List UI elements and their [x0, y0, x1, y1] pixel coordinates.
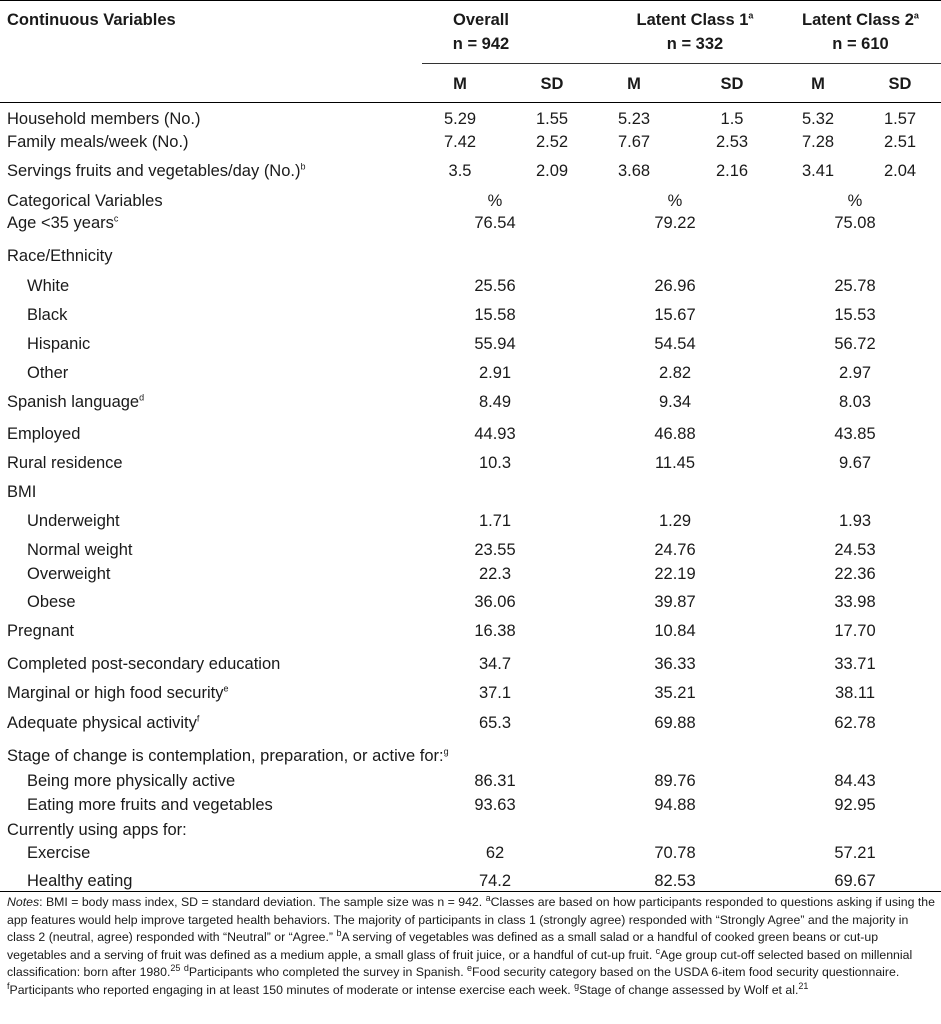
overall-percent: 36.06 — [474, 593, 516, 611]
class1-percent: 15.67 — [654, 306, 696, 324]
class1-percent: 89.76 — [654, 772, 696, 790]
overall-percent: 44.93 — [474, 425, 516, 443]
class2-percent: 8.03 — [838, 393, 872, 411]
categorical-variables-heading: Categorical Variables — [7, 192, 163, 210]
latent-class-2-n: n = 610 — [832, 35, 889, 53]
class1-percent: 26.96 — [654, 277, 696, 295]
overall-m-header: M — [453, 75, 467, 93]
class1-percent: 39.87 — [654, 593, 696, 611]
header-divider — [422, 63, 941, 64]
class2-percent: 38.11 — [834, 684, 876, 702]
row-label: Employed — [7, 425, 81, 443]
class1-percent: 70.78 — [654, 844, 696, 862]
class2-percent: 56.72 — [834, 335, 876, 353]
class2-sd: 2.51 — [883, 133, 917, 151]
class1-percent-header: % — [667, 192, 683, 210]
overall-percent: 23.55 — [474, 541, 516, 559]
overall-percent: 76.54 — [474, 214, 516, 232]
top-rule — [0, 0, 941, 1]
row-label: Household members (No.) — [7, 110, 201, 128]
latent-class-1-n: n = 332 — [666, 35, 724, 53]
class1-percent: 1.29 — [658, 512, 692, 530]
overall-percent: 86.31 — [474, 772, 516, 790]
row-label: Currently using apps for: — [7, 821, 187, 839]
row-label: Eating more fruits and vegetables — [27, 796, 273, 814]
class1-percent: 2.82 — [658, 364, 692, 382]
overall-percent: 74.2 — [478, 872, 512, 890]
class2-percent: 2.97 — [838, 364, 872, 382]
class1-percent: 35.21 — [654, 684, 696, 702]
overall-percent: 16.38 — [474, 622, 516, 640]
class2-mean: 5.32 — [801, 110, 835, 128]
class2-percent: 17.70 — [834, 622, 876, 640]
class2-percent: 33.98 — [834, 593, 876, 611]
class1-percent: 54.54 — [654, 335, 696, 353]
overall-percent: 15.58 — [474, 306, 516, 324]
row-label: Obese — [27, 593, 76, 611]
class2-percent: 84.43 — [834, 772, 876, 790]
class1-sd: 1.5 — [720, 110, 744, 128]
row-label: Other — [27, 364, 69, 382]
header-bottom-rule — [0, 102, 941, 103]
class1-percent: 11.45 — [654, 454, 696, 472]
overall-sd: 1.55 — [535, 110, 569, 128]
class1-percent: 69.88 — [654, 714, 696, 732]
row-label: Stage of change is contemplation, preparation, or active for:$^g$ — [7, 746, 449, 765]
continuous-variables-heading: Continuous Variables — [7, 11, 176, 29]
row-label: Exercise — [27, 844, 91, 862]
class1-m-header: M — [627, 75, 641, 93]
class1-mean: 5.23 — [617, 110, 651, 128]
class2-percent: 24.53 — [834, 541, 876, 559]
class2-sd: 2.04 — [883, 162, 917, 180]
table-bottom-rule — [0, 891, 941, 892]
class2-percent: 25.78 — [834, 277, 876, 295]
class1-mean: 3.68 — [617, 162, 651, 180]
class1-percent: 10.84 — [654, 622, 696, 640]
row-label: Hispanic — [27, 335, 91, 353]
class2-percent: 9.67 — [838, 454, 872, 472]
overall-percent: 65.3 — [478, 714, 512, 732]
class1-percent: 24.76 — [654, 541, 696, 559]
row-label: Healthy eating — [27, 872, 133, 890]
overall-mean: 7.42 — [443, 133, 477, 151]
class1-percent: 79.22 — [654, 214, 696, 232]
row-label: Overweight — [27, 565, 111, 583]
row-label: Age <35 years$^c$ — [7, 213, 119, 232]
class2-percent: 57.21 — [834, 844, 876, 862]
overall-sd: 2.09 — [535, 162, 569, 180]
overall-percent: 25.56 — [474, 277, 516, 295]
row-label: Normal weight — [27, 541, 133, 559]
row-label: Completed post-secondary education — [7, 655, 281, 673]
row-label: Underweight — [27, 512, 120, 530]
table-notes: Notes: BMI = body mass index, SD = standard deviation. The sample size was n = 942. $^a$Classes are based on how participants responded to questions asking if using the app features would help improve targeted health behaviors. The majority of participants in class 1 (strongly agree) responded with “Strongly Agree” and the majority in class 2 (neutral, agree) responded with “Neutral” or “Agree.” $^b$A serving of vegetables was defined as a small salad or a handful of cooked green beans or cut-up vegetables and a serving of fruit was defined as a medium apple, a small glass of fruit juice, or a handful of cut-up fruit. $^c$Age group cut-off selected based on millennial classification: born after 1980.25 $^d$Participants who completed the survey in Spanish. $^e$Food security category based on the USDA 6-item food security questionnaire. $^f$Participants who reported engaging in at least 150 minutes of moderate or intense exercise each week. $^g$Stage of change assessed by Wolf et al.$^{21}$ — [7, 892, 935, 997]
latent-class-1-title: Latent Class 1$^a$ — [636, 10, 754, 29]
class1-percent: 46.88 — [654, 425, 696, 443]
class2-percent: 1.93 — [838, 512, 872, 530]
overall-percent: 34.7 — [478, 655, 512, 673]
overall-percent: 10.3 — [478, 454, 512, 472]
class2-m-header: M — [811, 75, 825, 93]
row-label: Being more physically active — [27, 772, 236, 790]
overall-percent: 22.3 — [478, 565, 512, 583]
row-label: Race/Ethnicity — [7, 247, 113, 265]
row-label: Servings fruits and vegetables/day $(No.)^b$ — [7, 161, 306, 180]
row-label: Rural residence — [7, 454, 123, 472]
class1-percent: 82.53 — [654, 872, 696, 890]
class2-sd: 1.57 — [883, 110, 917, 128]
overall-percent: 2.91 — [478, 364, 512, 382]
class1-percent: 22.19 — [654, 565, 696, 583]
class2-sd-header: SD — [888, 75, 912, 93]
row-label: BMI — [7, 483, 37, 501]
class2-percent-header: % — [847, 192, 863, 210]
overall-percent: 55.94 — [474, 335, 516, 353]
overall-percent: 37.1 — [478, 684, 512, 702]
class1-percent: 94.88 — [654, 796, 696, 814]
overall-percent: 8.49 — [478, 393, 512, 411]
overall-percent: 1.71 — [478, 512, 512, 530]
class2-mean: 3.41 — [801, 162, 835, 180]
overall-percent: 62 — [485, 844, 505, 862]
row-label: Pregnant — [7, 622, 74, 640]
class1-mean: 7.67 — [617, 133, 651, 151]
overall-mean: 5.29 — [443, 110, 477, 128]
row-label: Family meals/week (No.) — [7, 133, 189, 151]
overall-title: Overall — [453, 11, 509, 29]
overall-mean: 3.5 — [448, 162, 472, 180]
row-label: White — [27, 277, 70, 295]
class1-percent: 36.33 — [654, 655, 696, 673]
class2-percent: 92.95 — [834, 796, 876, 814]
class2-percent: 15.53 — [834, 306, 876, 324]
class1-sd-header: SD — [720, 75, 744, 93]
class2-percent: 75.08 — [834, 214, 876, 232]
overall-sd: 2.52 — [535, 133, 569, 151]
latent-class-2-title: Latent Class 2$^a$ — [802, 10, 919, 29]
class2-percent: 69.67 — [834, 872, 876, 890]
overall-n: n = 942 — [452, 35, 510, 53]
overall-percent: 93.63 — [474, 796, 516, 814]
class2-mean: 7.28 — [801, 133, 835, 151]
overall-percent-header: % — [487, 192, 503, 210]
row-label: Spanish language$^d$ — [7, 392, 145, 411]
class1-percent: 9.34 — [658, 393, 692, 411]
class1-sd: 2.16 — [715, 162, 749, 180]
class2-percent: 62.78 — [834, 714, 876, 732]
row-label: Marginal or high food security$^e$ — [7, 683, 229, 702]
row-label: Black — [27, 306, 68, 324]
overall-sd-header: SD — [540, 75, 564, 93]
class2-percent: 43.85 — [834, 425, 876, 443]
class2-percent: 33.71 — [834, 655, 876, 673]
class2-percent: 22.36 — [834, 565, 876, 583]
row-label: Adequate physical activity$^f$ — [7, 713, 200, 732]
class1-sd: 2.53 — [715, 133, 749, 151]
